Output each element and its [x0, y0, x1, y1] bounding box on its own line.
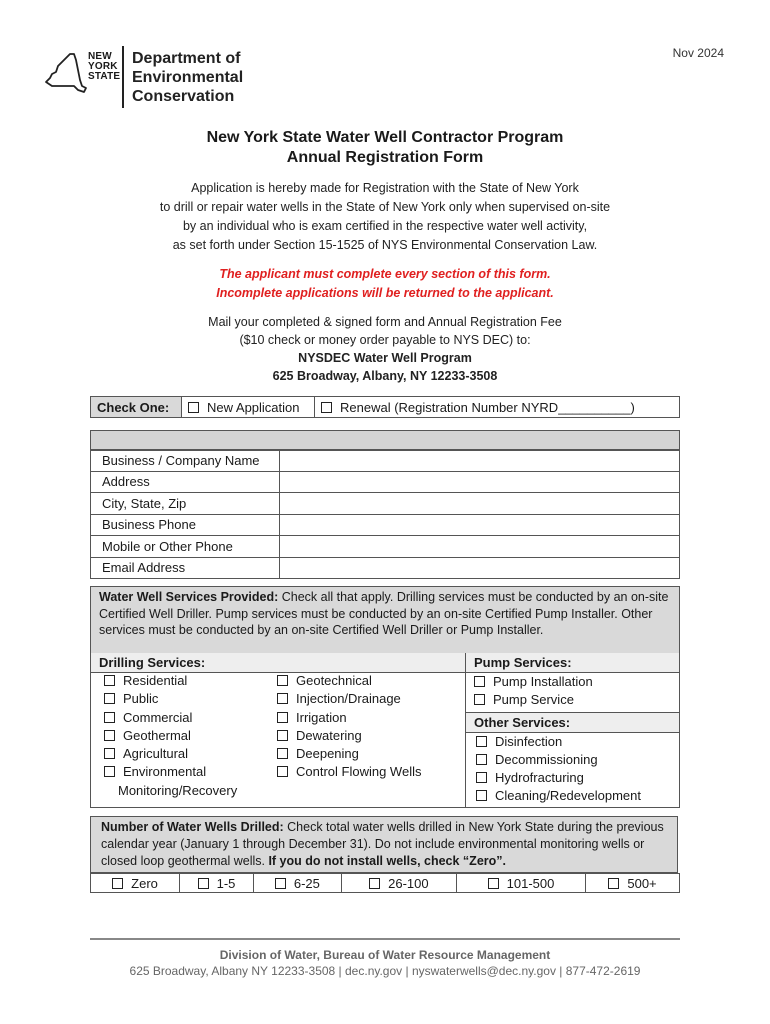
checkbox-item[interactable]: Public: [104, 690, 237, 708]
table-row: [91, 493, 680, 515]
drilling-column-2: [277, 672, 421, 782]
drilling-services-heading: Drilling Services:: [91, 653, 465, 673]
checkbox[interactable]: [321, 402, 332, 413]
checkbox[interactable]: [275, 878, 286, 889]
ny-state-wordmark: NEW YORK STATE: [88, 51, 121, 82]
email-field[interactable]: [280, 557, 680, 579]
business-info-table: [90, 449, 680, 579]
checkbox[interactable]: [474, 676, 485, 687]
checkbox[interactable]: [104, 748, 115, 759]
checkbox[interactable]: [198, 878, 209, 889]
wells-option-zero[interactable]: Zero: [91, 874, 180, 893]
pump-services-heading: Pump Services:: [466, 653, 679, 673]
checkbox-item[interactable]: Hydrofracturing: [466, 769, 679, 787]
pump-and-other-services: [466, 653, 679, 807]
logo-divider: [122, 46, 124, 108]
checkbox-item[interactable]: Dewatering: [277, 727, 421, 745]
field-label: Business / Company Name: [91, 450, 280, 472]
checkbox-item[interactable]: Pump Installation: [466, 673, 679, 691]
services-section: [90, 586, 680, 808]
drilling-services: [91, 653, 466, 807]
checkbox[interactable]: [277, 730, 288, 741]
field-label: Address: [91, 471, 280, 493]
dec-logo: [44, 46, 264, 110]
checkbox-item[interactable]: Geotechnical: [277, 672, 421, 690]
checkbox[interactable]: [277, 675, 288, 686]
checkbox-item[interactable]: Cleaning/Redevelopment: [466, 787, 679, 805]
checkbox-item[interactable]: Control Flowing Wells: [277, 763, 421, 781]
revision-date: Nov 2024: [672, 46, 724, 60]
other-services-heading: Other Services:: [466, 712, 679, 733]
checkbox-item[interactable]: Pump Service: [466, 691, 679, 709]
checkbox[interactable]: [488, 878, 499, 889]
checkbox[interactable]: [104, 712, 115, 723]
checkbox[interactable]: [104, 766, 115, 777]
checkbox[interactable]: [277, 693, 288, 704]
checkbox[interactable]: [104, 675, 115, 686]
checkbox-item[interactable]: Environmental: [104, 763, 237, 781]
checkbox[interactable]: [188, 402, 199, 413]
checkbox[interactable]: [277, 766, 288, 777]
checkbox[interactable]: [277, 748, 288, 759]
wells-option-101-500[interactable]: 101-500: [456, 874, 585, 893]
checkbox-item[interactable]: Decommissioning: [466, 751, 679, 769]
checkbox-item[interactable]: Disinfection: [466, 733, 679, 751]
mobile-phone-field[interactable]: [280, 536, 680, 558]
wells-option-6-25[interactable]: 6-25: [254, 874, 342, 893]
services-instructions: Water Well Services Provided: Check all that apply. Drilling services must be conducted by an on-site Certified Well Driller. Pump services must be conducted by an on-site Certified Pump Installer. Other services must be conducted by an on-site Certified Well Driller or Pump Installer.: [91, 587, 679, 656]
wells-count-options: [90, 873, 680, 893]
item-continuation: Monitoring/Recovery: [118, 782, 238, 798]
footer-contact: 625 Broadway, Albany NY 12233-3508 | dec.ny.gov | nyswaterwells@dec.ny.gov | 877-472-2619: [129, 964, 641, 978]
wells-drilled-instructions: Number of Water Wells Drilled: Check total water wells drilled in New York State during the previous calendar year (January 1 through December 31). Do not include environmental monitoring wells or closed loop geothermal wells. If you do not install wells, check “Zero”.: [90, 816, 678, 873]
drilling-column-1: [104, 672, 237, 800]
table-row: [91, 514, 680, 536]
completion-warning: The applicant must complete every section of this form. Incomplete applications will be returned to the applicant.: [216, 267, 554, 300]
checkbox-item[interactable]: Agricultural: [104, 745, 237, 763]
field-label: Mobile or Other Phone: [91, 536, 280, 558]
field-label: Email Address: [91, 557, 280, 579]
table-row: [91, 471, 680, 493]
new-application-option[interactable]: New Application: [182, 397, 315, 418]
business-name-field[interactable]: [280, 450, 680, 472]
checkbox-item[interactable]: Injection/Drainage: [277, 690, 421, 708]
application-type-row: [90, 396, 680, 418]
checkbox[interactable]: [369, 878, 380, 889]
intro-paragraph: Application is hereby made for Registration with the State of New York to drill or repair water wells in the State of New York only when supervised on-site by an individual who is exam certified in the respective water well activity, as set forth under Section 15-1525 of NYS Environmental Conservation Law.: [159, 181, 611, 252]
checkbox-item[interactable]: Residential: [104, 672, 237, 690]
checkbox[interactable]: [112, 878, 123, 889]
mailing-instructions: Mail your completed & signed form and Annual Registration Fee ($10 check or money order payable to NYS DEC) to: NYSDEC Water Well Program 625 Broadway, Albany, NY 12233-3508: [208, 315, 562, 383]
footer-divider: [90, 938, 680, 940]
field-label: City, State, Zip: [91, 493, 280, 515]
new-york-state-map-icon: [44, 52, 88, 96]
checkbox[interactable]: [476, 754, 487, 765]
checkbox[interactable]: [476, 772, 487, 783]
footer-division: Division of Water, Bureau of Water Resource Management: [219, 948, 551, 962]
wells-option-26-100[interactable]: 26-100: [341, 874, 456, 893]
city-state-zip-field[interactable]: [280, 493, 680, 515]
field-label: Business Phone: [91, 514, 280, 536]
checkbox[interactable]: [476, 790, 487, 801]
table-row: [91, 536, 680, 558]
checkbox-item[interactable]: Deepening: [277, 745, 421, 763]
checkbox[interactable]: [474, 694, 485, 705]
checkbox[interactable]: [608, 878, 619, 889]
address-field[interactable]: [280, 471, 680, 493]
checkbox[interactable]: [104, 730, 115, 741]
check-one-label: Check One:: [91, 397, 182, 418]
business-phone-field[interactable]: [280, 514, 680, 536]
checkbox[interactable]: [104, 693, 115, 704]
checkbox-item[interactable]: Irrigation: [277, 709, 421, 727]
table-row: [91, 557, 680, 579]
checkbox[interactable]: [277, 712, 288, 723]
renewal-option[interactable]: Renewal (Registration Number NYRD__________): [315, 397, 680, 418]
wells-option-1-5[interactable]: 1-5: [180, 874, 254, 893]
form-title: New York State Water Well Contractor Program Annual Registration Form: [206, 129, 564, 166]
checkbox[interactable]: [476, 736, 487, 747]
checkbox-item[interactable]: Geothermal: [104, 727, 237, 745]
table-row: [91, 450, 680, 472]
wells-option-500-plus[interactable]: 500+: [586, 874, 680, 893]
department-name: Department of Environmental Conservation: [132, 50, 244, 105]
checkbox-item[interactable]: Commercial: [104, 709, 237, 727]
section-divider-bar: [90, 430, 680, 451]
